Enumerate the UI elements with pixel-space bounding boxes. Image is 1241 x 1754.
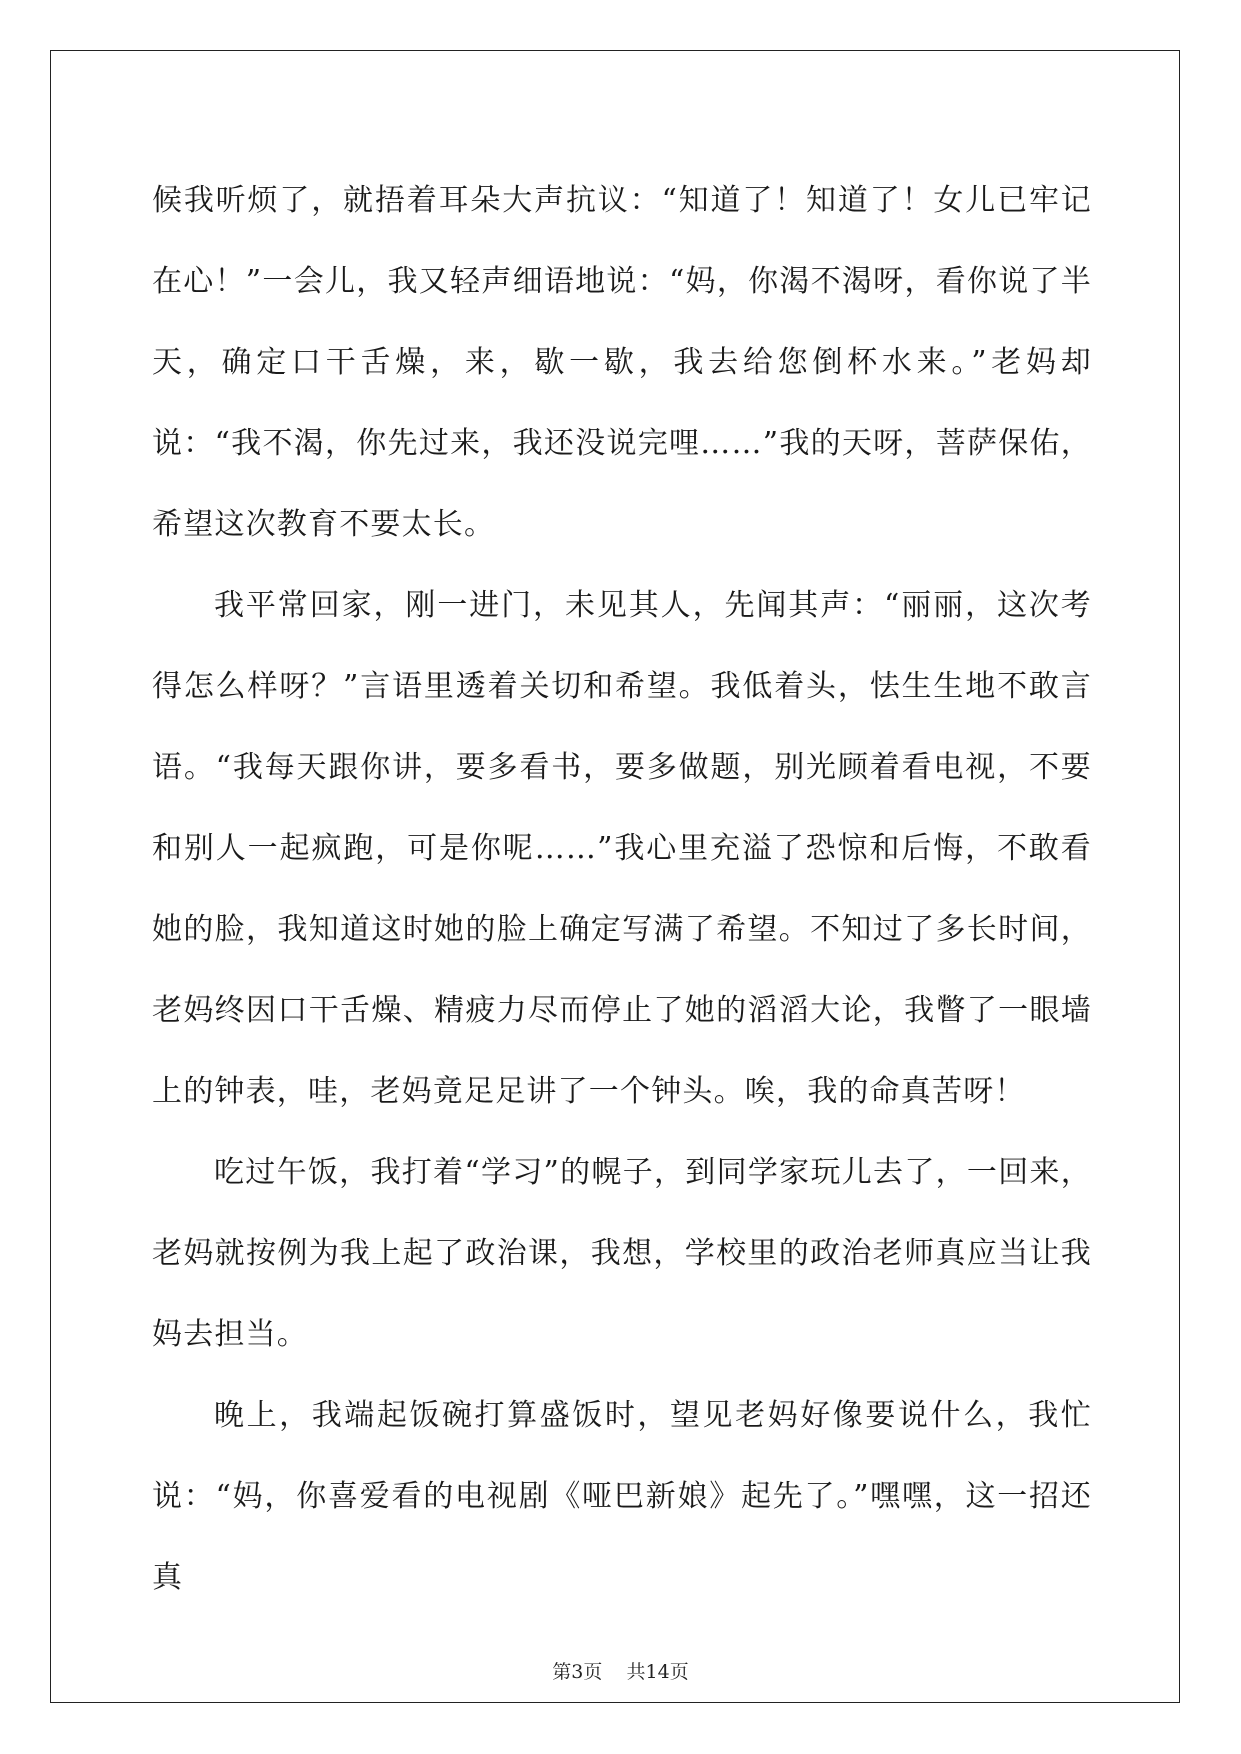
total-pages: 共14页 xyxy=(626,1661,689,1683)
document-body xyxy=(152,160,1092,1618)
paragraph-3: 吃过午饭，我打着“学习”的幌子，到同学家玩儿去了，一回来，老妈就按例为我上起了政治课，我想，学校里的政治老师真应当让我妈去担当。 xyxy=(152,1155,1092,1352)
paragraph-1: 候我听烦了，就捂着耳朵大声抗议：“知道了！知道了！女儿已牢记在心！”一会儿，我又轻声细语地说：“妈，你渴不渴呀，看你说了半天，确定口干舌燥，来，歇一歇，我去给您倒杯水来。”老妈却说：“我不渴，你先过来，我还没说完哩……”我的天呀，菩萨保佑，希望这次教育不要太长。 xyxy=(152,183,1092,542)
paragraph-4: 晚上，我端起饭碗打算盛饭时，望见老妈好像要说什么，我忙说：“妈，你喜爱看的电视剧《哑巴新娘》起先了。”嘿嘿，这一招还真 xyxy=(152,1398,1092,1595)
page-footer xyxy=(0,1657,1241,1684)
page-number: 第3页 xyxy=(552,1661,603,1683)
paragraph-2: 我平常回家，刚一进门，未见其人，先闻其声：“丽丽，这次考得怎么样呀？”言语里透着关切和希望。我低着头，怯生生地不敢言语。“我每天跟你讲，要多看书，要多做题，别光顾着看电视，不要和别人一起疯跑，可是你呢……”我心里充溢了恐惊和后悔，不敢看她的脸，我知道这时她的脸上确定写满了希望。不知过了多长时间，老妈终因口干舌燥、精疲力尽而停止了她的滔滔大论，我瞥了一眼墙上的钟表，哇，老妈竟足足讲了一个钟头。唉，我的命真苦呀！ xyxy=(152,588,1092,1109)
